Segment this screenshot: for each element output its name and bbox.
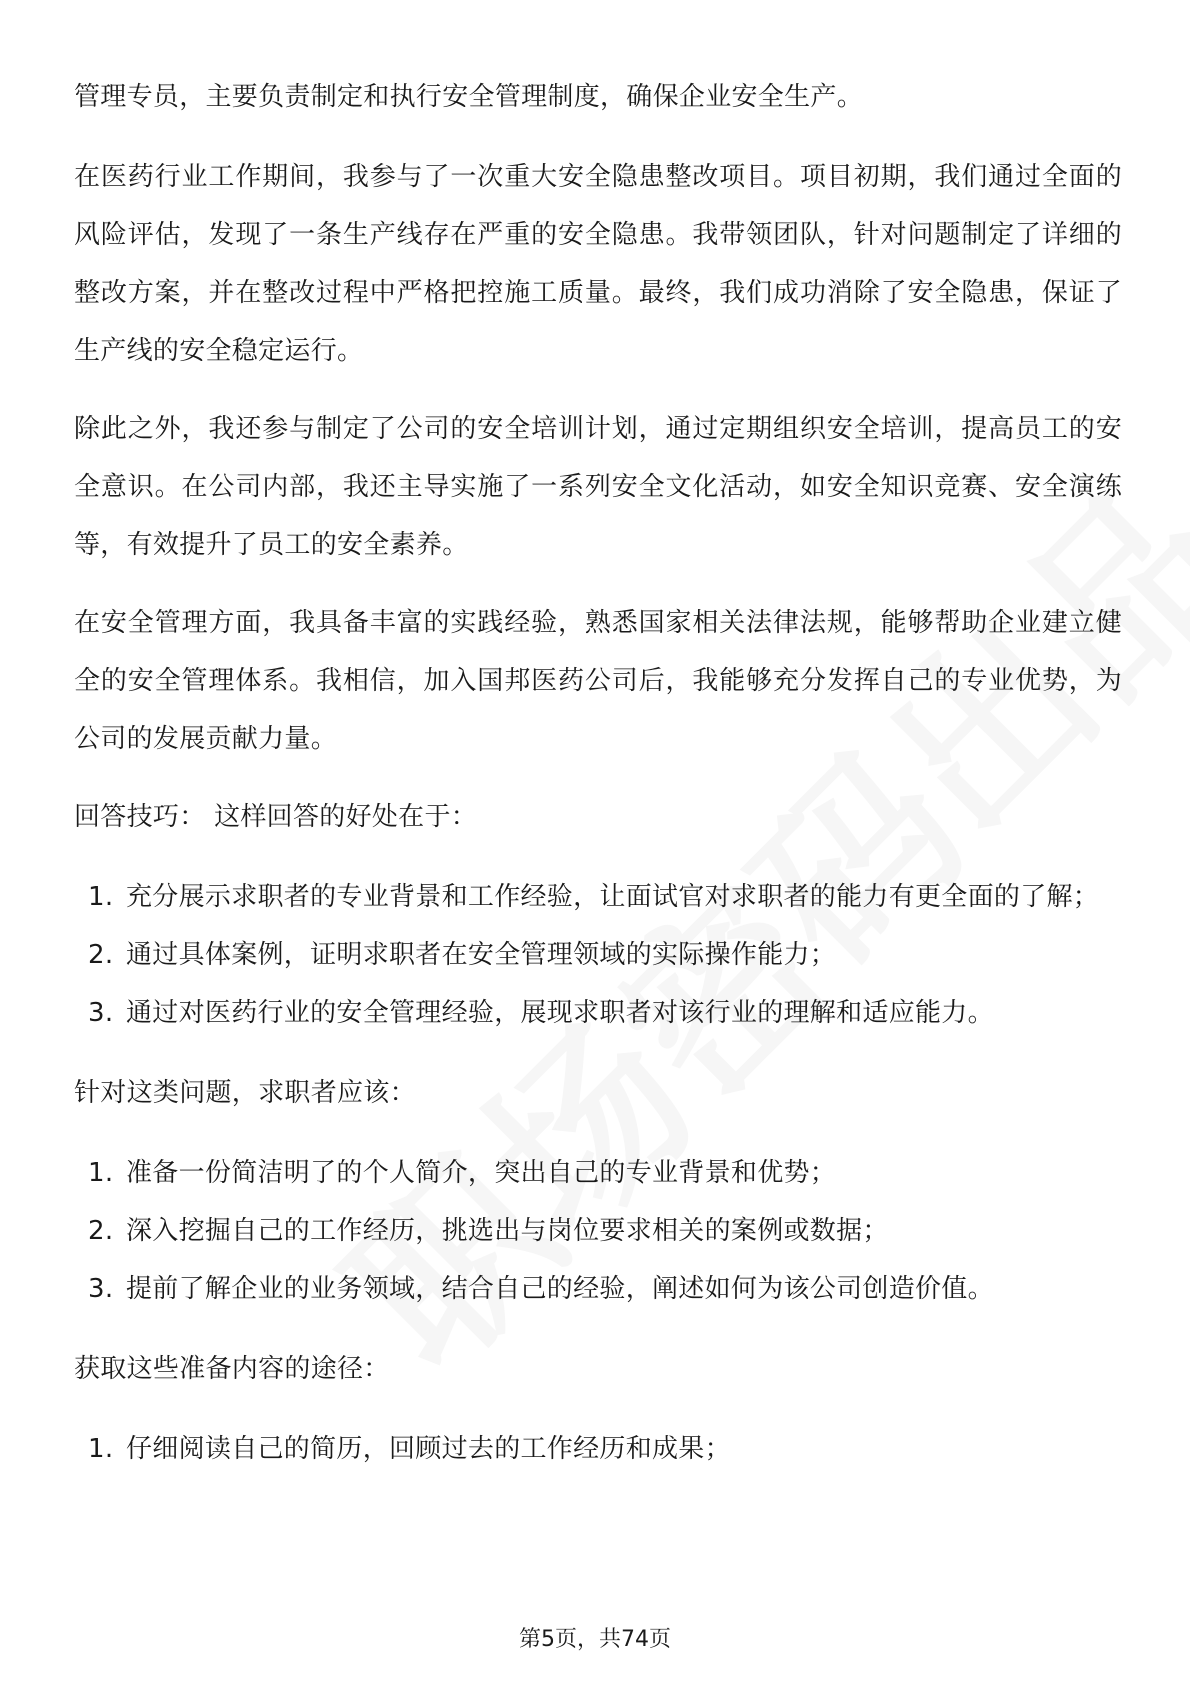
list-number: 2. <box>88 940 114 970</box>
tips-heading: 回答技巧： 这样回答的好处在于： <box>74 802 478 832</box>
should-list <box>74 1144 1122 1318</box>
tips-list <box>74 868 1122 1042</box>
list-item-text: 充分展示求职者的专业背景和工作经验，让面试官对求职者的能力有更全面的了解； <box>126 882 1100 912</box>
list-item <box>74 926 1122 984</box>
list-item-text: 通过对医药行业的安全管理经验，展现求职者对该行业的理解和适应能力。 <box>126 998 994 1028</box>
list-item-text: 仔细阅读自己的简历，回顾过去的工作经历和成果； <box>126 1434 731 1464</box>
list-number: 2. <box>88 1216 114 1246</box>
paragraph-project-experience: 在医药行业工作期间，我参与了一次重大安全隐患整改项目。项目初期，我们通过全面的风险评估，发现了一条生产线存在严重的安全隐患。我带领团队，针对问题制定了详细的整改方案，并在整改过程中严格把控施工质量。最终，我们成功消除了安全隐患，保证了生产线的安全稳定运行。 <box>74 162 1122 366</box>
should-heading: 针对这类问题，求职者应该： <box>74 1078 416 1108</box>
list-item <box>74 1260 1122 1318</box>
sources-heading: 获取这些准备内容的途径： <box>74 1354 390 1384</box>
page-footer: 第5页，共74页 <box>519 1627 671 1652</box>
list-number: 1. <box>88 1434 114 1464</box>
list-item-text: 通过具体案例，证明求职者在安全管理领域的实际操作能力； <box>126 940 837 970</box>
list-item <box>74 868 1122 926</box>
paragraph-intro-continued: 管理专员，主要负责制定和执行安全管理制度，确保企业安全生产。 <box>74 82 864 112</box>
paragraph-training-experience: 除此之外，我还参与制定了公司的安全培训计划，通过定期组织安全培训，提高员工的安全意识。在公司内部，我还主导实施了一系列安全文化活动，如安全知识竞赛、安全演练等，有效提升了员工的安全素养。 <box>74 414 1122 560</box>
list-item <box>74 984 1122 1042</box>
list-number: 3. <box>88 1274 114 1304</box>
list-item <box>74 1420 1122 1478</box>
page-content <box>74 68 1122 1500</box>
paragraph-management-summary: 在安全管理方面，我具备丰富的实践经验，熟悉国家相关法律法规，能够帮助企业建立健全的安全管理体系。我相信，加入国邦医药公司后，我能够充分发挥自己的专业优势，为公司的发展贡献力量。 <box>74 608 1122 754</box>
sources-list <box>74 1420 1122 1478</box>
list-item-text: 准备一份简洁明了的个人简介，突出自己的专业背景和优势； <box>126 1158 837 1188</box>
list-number: 1. <box>88 1158 114 1188</box>
list-item <box>74 1144 1122 1202</box>
list-number: 1. <box>88 882 114 912</box>
list-item-text: 深入挖掘自己的工作经历，挑选出与岗位要求相关的案例或数据； <box>126 1216 889 1246</box>
list-item <box>74 1202 1122 1260</box>
list-item-text: 提前了解企业的业务领域，结合自己的经验，阐述如何为该公司创造价值。 <box>126 1274 994 1304</box>
list-number: 3. <box>88 998 114 1028</box>
